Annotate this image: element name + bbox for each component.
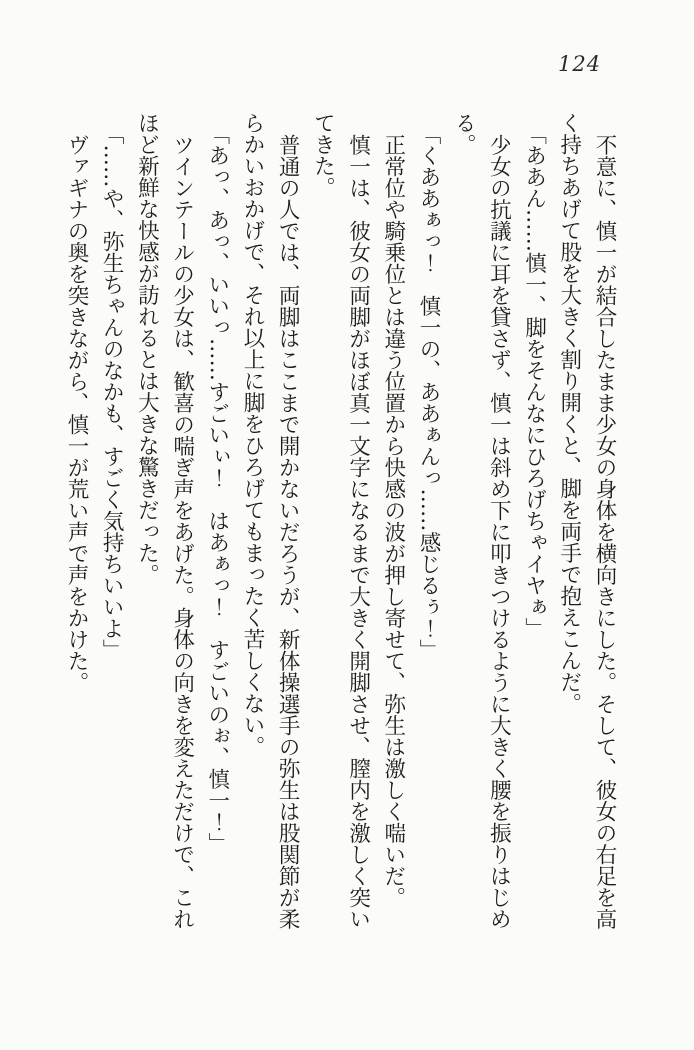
paragraph: 「……や、弥生ちゃんのなかも、すごく気持ちいいよ」 — [99, 122, 125, 661]
paragraph: ヴァギナの奥を突きながら、慎一が荒い声で声をかけた。 — [63, 133, 89, 693]
paragraph: 「くああぁっ！ 慎一の、ああぁんっ……感じるぅ！」 — [415, 122, 441, 661]
paragraph: 慎一は、彼女の両脚がほぼ真一文字になるまで大きく開脚させ、膣内を激しく突いてきた。 — [310, 112, 371, 929]
paragraph: 少女の抗議に耳を貸さず、慎一は斜め下に叩きつけるように大きく腰を振りはじめる。 — [451, 112, 512, 929]
paragraph: 不意に、慎一が結合したまま少女の身体を横向きにした。そして、彼女の右足を高く持ちあげて股を大きく割り開くと、脚を両手で抱えこんだ。 — [556, 112, 617, 929]
paragraph: 正常位や騎乗位とは違う位置から快感の波が押し寄せて、弥生は激しく喘いだ。 — [380, 133, 406, 908]
paragraph: 普通の人では、両脚はここまで開かないだろうが、新体操選手の弥生は股関節が柔らかいおかげで、それ以上に脚をひろげてもまったく苦しくない。 — [239, 112, 301, 929]
page-number: 124 — [558, 52, 602, 76]
paragraph: ツインテールの少女は、歓喜の喘ぎ声をあげた。身体の向きを変えただけで、これほど新鮮な快感が訪れるとは大きな驚きだった。 — [134, 112, 195, 929]
paragraph: 「ああん……慎一、脚をそんなにひろげちゃイヤぁ」 — [521, 122, 547, 639]
paragraph: 「あっ、あっ、いいっ……すごいぃ！ はあぁっ！ すごいのぉ、慎一！」 — [204, 122, 230, 854]
page-text — [59, 112, 622, 934]
